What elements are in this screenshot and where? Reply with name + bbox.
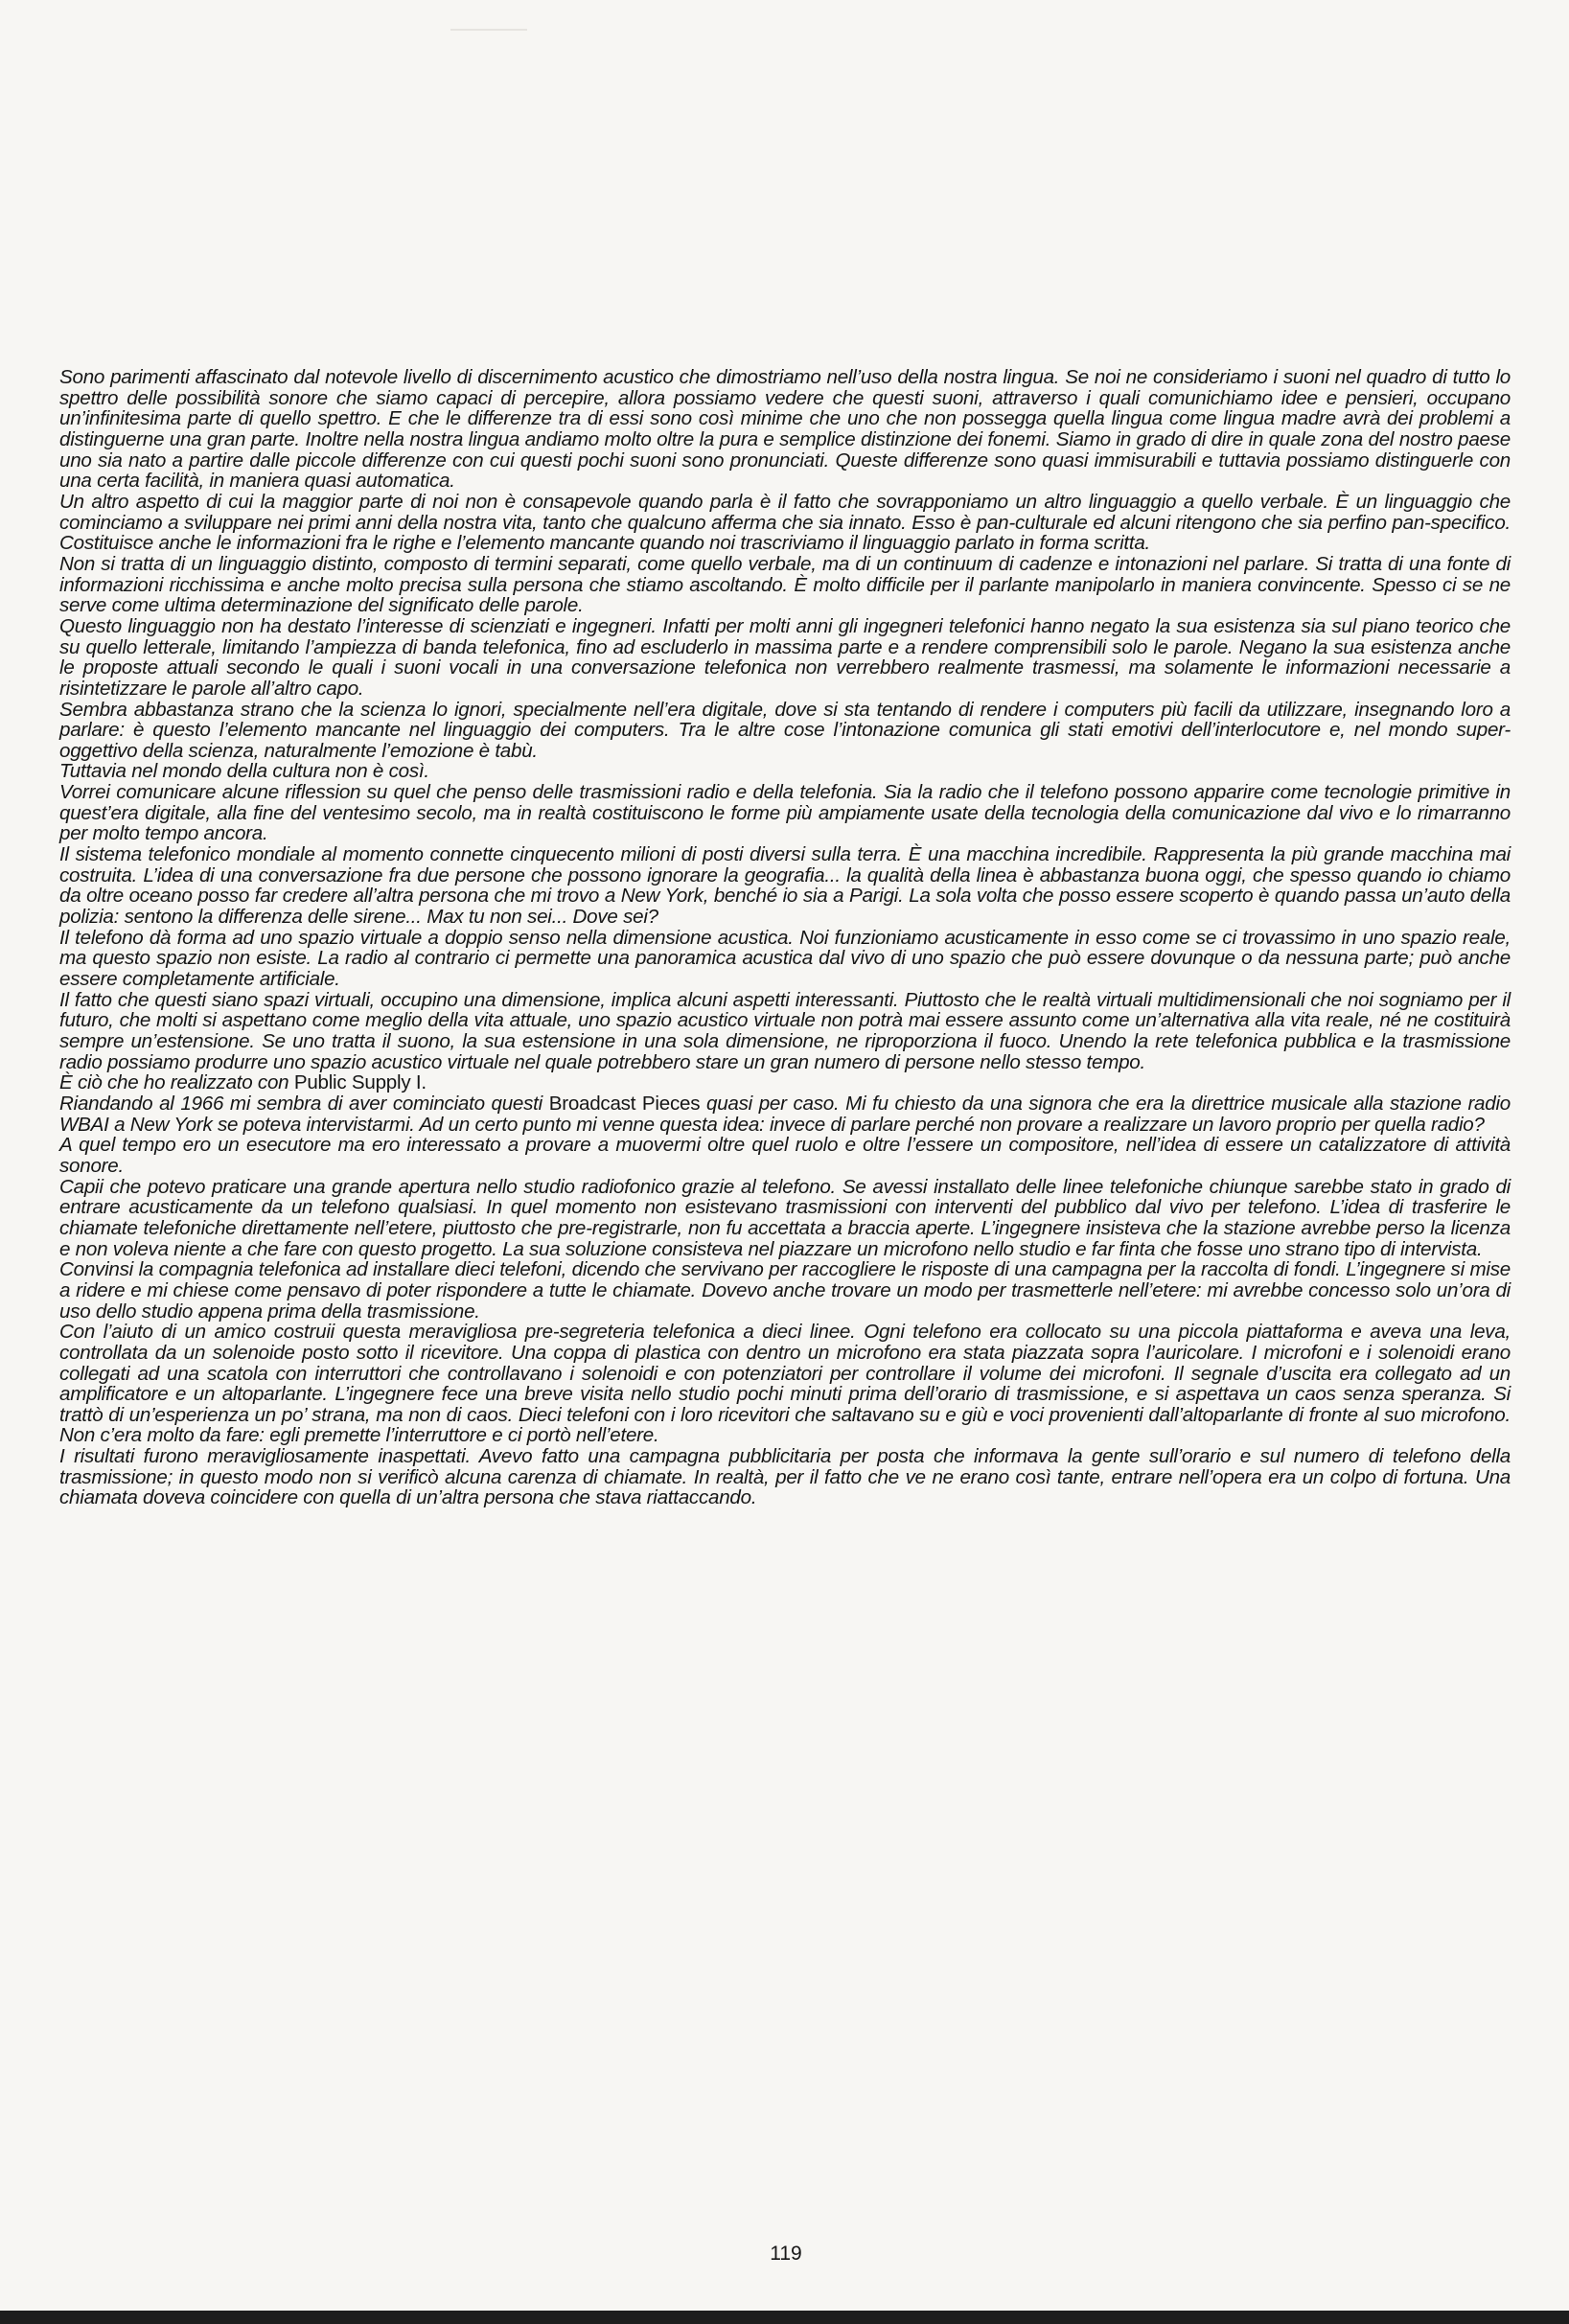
page-number: 119	[770, 2243, 802, 2265]
paragraph: A quel tempo ero un esecutore ma ero interessato a provare a muovermi oltre quel ruolo e oltre l’essere un compositore, nell’idea di essere un catalizzatore di attività sonore.	[59, 1134, 1511, 1177]
paragraph: I risultati furono meravigliosamente inaspettati. Avevo fatto una campagna pubblicitaria per posta che informava la gente sull’orario e sul numero di telefono della trasmissione; in questo modo non si verificò alcuna carenza di chiamate. In realtà, per il fatto che ve ne erano così tante, entrare nell’opera era un colpo di fortuna. Una chiamata doveva coincidere con quella di un’altra persona che stava riattaccando.	[59, 1445, 1511, 1509]
paragraph: Il sistema telefonico mondiale al momento connette cinquecento milioni di posti diversi sulla terra. È una macchina incredibile. Rappresenta la più grande macchina mai costruita. L’idea di una conversazione fra due persone che possono ignorare la geografia... la qualità della linea è abbastanza buona oggi, che spesso quando io chiamo da oltre oceano posso far credere all’altra persona che mi trovo a New York, benché io sia a Parigi. La sola volta che posso essere scoperto è quando passa un’auto della polizia: sentono la differenza delle sirene... Max tu non sei... Dove sei?	[59, 843, 1511, 929]
paragraph: Tuttavia nel mondo della cultura non è così.	[59, 760, 429, 783]
paragraph: Sono parimenti affascinato dal notevole livello di discernimento acustico che dimostriamo nell’uso della nostra lingua. Se noi ne consideriamo i suoni nel quadro di tutto lo spettro delle possibilità sonore che siamo capaci di percepire, allora possiamo vedere che questi suoni, attraverso i quali comunichiamo idee e pensieri, occupano un’infinitesima parte di quello spettro. E che le differenze tra di essi sono così minime che uno che non possegga quella lingua come lingua madre avrà dei problemi a distinguerne una gran parte. Inoltre nella nostra lingua andiamo molto oltre la pura e semplice distinzione dei fonemi. Siamo in grado di dire in quale zona del nostro paese uno sia nato a partire dalle piccole differenze con cui questi pochi suoni sono pronunciati. Queste differenze sono quasi immisurabili e tuttavia possiamo distinguerle con una certa facilità, in maniera quasi automatica.	[59, 366, 1511, 493]
article-body	[59, 367, 1511, 1508]
work-title-broadcast-pieces: Broadcast Pieces	[548, 1092, 701, 1115]
work-title-public-supply: Public Supply I.	[293, 1071, 427, 1094]
paragraph	[59, 1072, 1511, 1093]
paragraph-text: quasi per caso. Mi fu chiesto da una signora che era la direttrice musicale alla stazione radio WBAI a New York se poteva intervistarmi. Ad un certo punto mi venne questa idea: invece di parlare perché non provare a realizzare un lavoro proprio per quella radio?	[59, 1092, 1511, 1136]
paragraph: Il telefono dà forma ad uno spazio virtuale a doppio senso nella dimensione acustica. Noi funzioniamo acusticamente in esso come se ci trovassimo in uno spazio reale, ma questo spazio non esiste. La radio al contrario ci permette una panoramica acustica dal vivo di uno spazio che può essere dovunque o da nessuna parte; può anche essere completamente artificiale.	[59, 926, 1511, 991]
paragraph: Non si tratta di un linguaggio distinto, composto di termini separati, come quello verbale, ma di un continuum di cadenze e intonazioni nel parlare. Si tratta di una fonte di informazioni ricchissima e anche molto precisa sulla persona che stiamo ascoltando. È molto difficile per il parlante manipolarlo in maniera convincente. Spesso ci se ne serve come ultima determinazione del significato delle parole.	[59, 552, 1511, 617]
paragraph: Vorrei comunicare alcune riflession su quel che penso delle trasmissioni radio e della telefonia. Sia la radio che il telefono possono apparire come tecnologie primitive in quest’era digitale, alla fine del ventesimo secolo, ma in realtà costituiscono le forme più ampiamente usate della tecnologia della comunicazione dal vivo e lo rimarranno per molto tempo ancora.	[59, 781, 1511, 845]
paragraph: Capii che potevo praticare una grande apertura nello studio radiofonico grazie al telefono. Se avessi installato delle linee telefoniche chiunque sarebbe stato in grado di entrare acusticamente da un telefono qualsiasi. In quel momento non esistevano trasmissioni con interventi del pubblico dal vivo per telefono. L’idea di trasferire le chiamate telefoniche direttamente nell’etere, piuttosto che pre-registrarle, non fu accettata a braccia aperte. L’ingegnere insisteva che la stazione avrebbe perso la licenza e non voleva niente a che fare con questo progetto. La sua soluzione consisteva nel piazzare un microfono nello studio e far finta che fosse uno strano tipo di intervista.	[59, 1175, 1511, 1260]
paragraph: Convinsi la compagnia telefonica ad installare dieci telefoni, dicendo che servivano per raccogliere le risposte di una campagna per la raccolta di fondi. L’ingegnere si mise a ridere e mi chiese come pensavo di poter rispondere a tutte le chiamate. Dovevo anche trovare un modo per trasmetterle nell’etere: mi avrebbe concesso solo un’ora di uso dello studio appena prima della trasmissione.	[59, 1258, 1511, 1323]
scan-bottom-edge	[0, 2311, 1569, 2324]
paragraph-text: Riandando al 1966 mi sembra di aver cominciato questi	[59, 1092, 549, 1115]
paragraph: Sembra abbastanza strano che la scienza lo ignori, specialmente nell’era digitale, dove si sta tentando di rendere i computers più facili da utilizzare, insegnando loro a parlare: è questo l’elemento mancante nel linguaggio dei computers. Tra le altre cose l’intonazione comunica gli stati emotivi dell’interlocutore e, nel mondo super-oggettivo della scienza, naturalmente l’emozione è tabù.	[59, 698, 1511, 762]
paragraph: Questo linguaggio non ha destato l’interesse di scienziati e ingegneri. Infatti per molti anni gli ingegneri telefonici hanno negato la sua esistenza sia sul piano teorico che su quello letterale, limitando l’ampiezza di banda telefonica, fino ad escluderlo in massima parte e a rendere comprensibili solo le parole. Negano la sua esistenza anche le proposte attuali secondo le quali i suoni vocali in una conversazione telefonica non verrebbero realmente trasmessi, ma solamente le informazioni necessarie a risintetizzare le parole all’altro capo.	[59, 614, 1511, 700]
paragraph: Con l’aiuto di un amico costruii questa meravigliosa pre-segreteria telefonica a dieci linee. Ogni telefono era collocato su una piccola piattaforma e aveva una leva, controllata da un solenoide posto sotto il ricevitore. Una coppa di plastica con dentro un microfono era stata piazzata sopra l’auricolare. I microfoni e i solenoidi erano collegati ad una scatola con interruttori che controllavano i solenoidi e con potenziatori per controllare il volume dei microfoni. Il segnale d’uscita era collegato ad un amplificatore e un altoparlante. L’ingegnere fece una breve visita nello studio pochi minuti prima dell’orario di trasmissione, e si aspettava un caos senza speranza. Si trattò di un’esperienza un po’ strana, ma non di caos. Dieci telefoni con i loro ricevitori che saltavano su e giù e voci provenienti dall’altoparlante di fronte al suo microfono. Non c’era molto da fare: egli premette l’interruttore e ci portò nell’etere.	[59, 1321, 1511, 1447]
paragraph: Un altro aspetto di cui la maggior parte di noi non è consapevole quando parla è il fatto che sovrapponiamo un altro linguaggio a quello verbale. È un linguaggio che cominciamo a sviluppare nei primi anni della nostra vita, tanto che qualcuno afferma che sia innato. Esso è pan-culturale ed alcuni ritengono che sia perfino pan-specifico. Costituisce anche le informazioni fra le righe e l’elemento mancante quando noi trascriviamo il linguaggio parlato in forma scritta.	[59, 490, 1511, 555]
paragraph-text: È ciò che ho realizzato con	[59, 1071, 294, 1094]
scan-mark	[450, 29, 527, 31]
paragraph: Il fatto che questi siano spazi virtuali, occupino una dimensione, implica alcuni aspetti interessanti. Piuttosto che le realtà virtuali multidimensionali che noi sogniamo per il futuro, che molti si aspettano come meglio della vita attuale, uno spazio acustico virtuale non potrà mai essere assunto come un’alternativa alla vita reale, né ne costituirà sempre un’estensione. Se uno tratta il suono, la sua estensione in una sola dimensione, ne riproporziona il fuoco. Unendo la rete telefonica pubblica e la trasmissione radio possiamo produrre uno spazio acustico virtuale nel quale potrebbero stare un gran numero di persone nello stesso tempo.	[59, 988, 1511, 1073]
paragraph	[59, 1093, 1511, 1135]
